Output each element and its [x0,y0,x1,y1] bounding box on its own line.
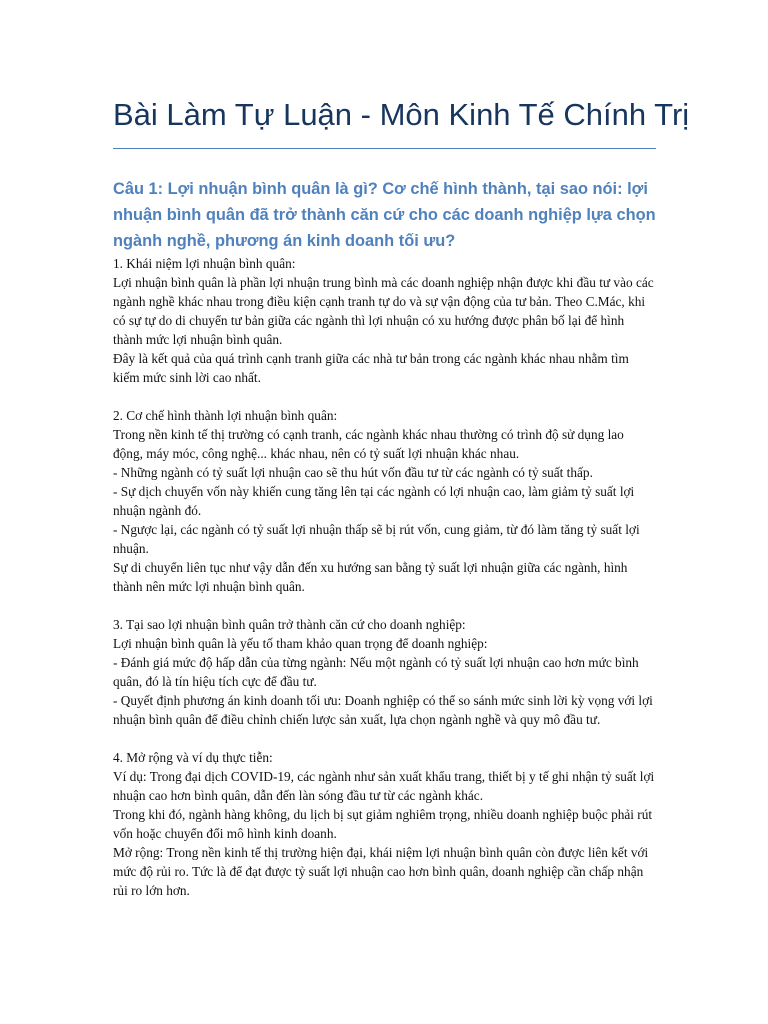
section-body [113,748,656,900]
bullet-item: - Sự dịch chuyển vốn này khiến cung tăng lên tại các ngành có lợi nhuận cao, làm giảm tỷ suất lợi nhuận ngành đó. [113,484,635,518]
bullet-item: - Ngược lại, các ngành có tỷ suất lợi nhuận thấp sẽ bị rút vốn, cung giảm, từ đó làm tăng tỷ suất lợi nhuận. [113,522,640,556]
bullet-item: - Quyết định phương án kinh doanh tối ưu: Doanh nghiệp có thể so sánh mức sinh lời kỳ vọng với lợi nhuận bình quân để điều chỉnh chiến lược sản xuất, lựa chọn ngành nghề và quy mô đầu tư. [113,693,653,727]
paragraph: Đây là kết quả của quá trình cạnh tranh giữa các nhà tư bản trong các ngành khác nhau nhằm tìm kiếm mức sinh lời cao nhất. [113,351,629,385]
section-definition [113,254,656,387]
paragraph: Lợi nhuận bình quân là phần lợi nhuận trung bình mà các doanh nghiệp nhận được khi đầu tư vào các ngành nghề khác nhau trong điều kiện cạnh tranh tự do và sự vận động của tư bản. Theo C.Mác, khi có sự tự do di chuyển tư bản giữa các ngành thì lợi nhuận có xu hướng được phân bố lại để hình thành mức lợi nhuận bình quân. [113,275,654,347]
section-heading: 4. Mở rộng và ví dụ thực tiễn: [113,750,273,765]
bullet-item: - Những ngành có tỷ suất lợi nhuận cao sẽ thu hút vốn đầu tư từ các ngành có tỷ suất thấp. [113,465,593,480]
section-heading: 1. Khái niệm lợi nhuận bình quân: [113,256,296,271]
paragraph: Mở rộng: Trong nền kinh tế thị trường hiện đại, khái niệm lợi nhuận bình quân còn được liên kết với mức độ rủi ro. Tức là để đạt được tỷ suất lợi nhuận cao hơn bình quân, doanh nghiệp cần chấp nhận rủi ro lớn hơn. [113,845,649,898]
section-examples [113,748,656,900]
paragraph: Trong nền kinh tế thị trường có cạnh tranh, các ngành khác nhau thường có trình độ sử dụng lao động, máy móc, công nghệ... khác nhau, nên có tỷ suất lợi nhuận khác nhau. [113,427,624,461]
paragraph: Ví dụ: Trong đại dịch COVID-19, các ngành như sản xuất khẩu trang, thiết bị y tế ghi nhận tỷ suất lợi nhuận cao hơn bình quân, dẫn đến làn sóng đầu tư từ các ngành khác. [113,769,655,803]
section-reason [113,615,656,729]
bullet-item: - Đánh giá mức độ hấp dẫn của từng ngành: Nếu một ngành có tỷ suất lợi nhuận cao hơn mức bình quân, đó là tín hiệu tích cực để đầu tư. [113,655,639,689]
section-heading: 3. Tại sao lợi nhuận bình quân trở thành căn cứ cho doanh nghiệp: [113,617,466,632]
section-mechanism [113,406,656,596]
section-body [113,254,656,387]
section-heading: 2. Cơ chế hình thành lợi nhuận bình quân: [113,408,338,423]
question-heading: Câu 1: Lợi nhuận bình quân là gì? Cơ chế hình thành, tại sao nói: lợi nhuận bình quân đã trở thành căn cứ cho các doanh nghiệp lựa chọn ngành nghề, phương án kinh doanh tối ưu? [113,180,656,250]
document-page [113,88,690,919]
paragraph: Trong khi đó, ngành hàng không, du lịch bị sụt giảm nghiêm trọng, nhiều doanh nghiệp buộc phải rút vốn hoặc chuyển đổi mô hình kinh doanh. [113,807,653,841]
document-title: Bài Làm Tự Luận - Môn Kinh Tế Chính Trị [113,97,690,132]
paragraph: Lợi nhuận bình quân là yếu tố tham khảo quan trọng để doanh nghiệp: [113,636,488,651]
section-body [113,406,656,596]
title-underline [113,148,656,149]
section-body [113,615,656,729]
paragraph: Sự di chuyển liên tục như vậy dẫn đến xu hướng san bằng tỷ suất lợi nhuận giữa các ngành, hình thành nên mức lợi nhuận bình quân. [113,560,628,594]
